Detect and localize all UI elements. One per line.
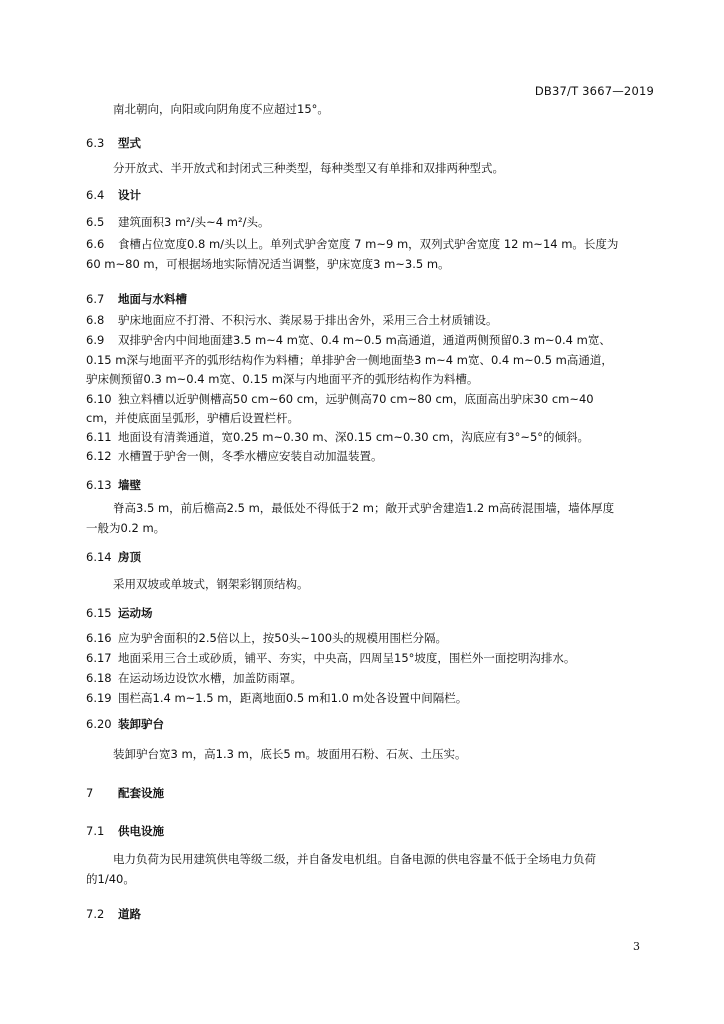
line-text: 在运动场边设饮水槽，加盖防雨罩。 bbox=[118, 671, 302, 685]
document-code-header: DB37/T 3667—2019 bbox=[534, 84, 654, 98]
heading-text: 配套设施 bbox=[118, 786, 164, 800]
line-text: 地面采用三合土或砂质，铺平、夯实，中央高，四周呈15°坡度，围栏外一面挖明沟排水。 bbox=[118, 651, 576, 665]
section-heading bbox=[86, 186, 656, 205]
line-text: 分开放式、半开放式和封闭式三种类型，每种类型又有单排和双排两种型式。 bbox=[113, 161, 504, 175]
heading-text: 房顶 bbox=[118, 550, 141, 564]
clause-line bbox=[86, 629, 656, 648]
clause-number: 7.2 bbox=[86, 907, 105, 921]
heading-text: 地面与水料槽 bbox=[118, 292, 187, 306]
paragraph-line bbox=[86, 370, 656, 389]
clause-number: 7 bbox=[86, 786, 94, 800]
line-text: 驴床地面应不打滑、不积污水、粪尿易于排出舍外，采用三合土材质铺设。 bbox=[118, 313, 498, 327]
line-text: 围栏高1.4 m~1.5 m，距离地面0.5 m和1.0 m处各设置中间隔栏。 bbox=[118, 691, 468, 705]
paragraph-line bbox=[113, 745, 656, 764]
clause-number: 6.18 bbox=[86, 671, 112, 685]
clause-number: 6.10 bbox=[86, 392, 112, 406]
clause-line bbox=[86, 213, 656, 232]
line-text: 南北朝向，向阳或向阴角度不应超过15°。 bbox=[113, 102, 329, 116]
paragraph-line bbox=[113, 499, 656, 518]
section-heading bbox=[86, 604, 656, 623]
line-text: 的1/40。 bbox=[86, 872, 135, 886]
page-number: 3 bbox=[633, 940, 640, 953]
paragraph-line bbox=[113, 850, 656, 869]
line-text: 双排驴舍内中间地面建3.5 m~4 m宽、0.4 m~0.5 m高通道，通道两侧预留0.3 m~0.4 m宽、 bbox=[118, 333, 611, 347]
section-heading bbox=[86, 715, 656, 734]
line-text: 地面设有清粪通道，宽0.25 m~0.30 m、深0.15 cm~0.30 cm，沟底应有3°~5°的倾斜。 bbox=[118, 430, 590, 444]
clause-number: 6.4 bbox=[86, 188, 105, 202]
section-heading bbox=[86, 134, 656, 153]
line-text: 独立料槽以近驴侧槽高50 cm~60 cm，远驴侧高70 cm~80 cm，底面高出驴床30 cm~40 bbox=[118, 392, 594, 406]
line-text: 应为驴舍面积的2.5倍以上，按50头~100头的规模用围栏分隔。 bbox=[118, 631, 448, 645]
line-text: 水槽置于驴舍一侧，冬季水槽应安装自动加温装置。 bbox=[118, 449, 383, 463]
paragraph-line bbox=[113, 100, 656, 119]
section-heading bbox=[86, 476, 656, 495]
line-text: 60 m~80 m，可根据场地实际情况适当调整，驴床宽度3 m~3.5 m。 bbox=[86, 257, 450, 271]
paragraph-line bbox=[86, 351, 656, 370]
clause-number: 7.1 bbox=[86, 824, 105, 838]
line-text: 采用双坡或单坡式，钢架彩钢顶结构。 bbox=[113, 577, 309, 591]
clause-line bbox=[86, 331, 656, 350]
clause-number: 6.8 bbox=[86, 313, 105, 327]
heading-text: 道路 bbox=[118, 907, 141, 921]
clause-number: 6.19 bbox=[86, 691, 112, 705]
heading-text: 供电设施 bbox=[118, 824, 164, 838]
clause-number: 6.14 bbox=[86, 550, 112, 564]
clause-number: 6.7 bbox=[86, 292, 105, 306]
paragraph-line bbox=[113, 575, 656, 594]
line-text: 0.15 m深与地面平齐的弧形结构作为料槽；单排驴舍一侧地面垫3 m~4 m宽、0.4 m~0.5 m高通道， bbox=[86, 353, 613, 367]
clause-number: 6.5 bbox=[86, 215, 105, 229]
line-text: cm，并使底面呈弧形，驴槽后设置栏杆。 bbox=[86, 411, 300, 425]
clause-number: 6.15 bbox=[86, 606, 112, 620]
clause-number: 6.6 bbox=[86, 237, 105, 251]
paragraph-line bbox=[86, 255, 656, 274]
paragraph-line bbox=[86, 519, 656, 538]
clause-line bbox=[86, 235, 656, 254]
clause-number: 6.11 bbox=[86, 430, 112, 444]
clause-line bbox=[86, 311, 656, 330]
section-heading bbox=[86, 784, 656, 803]
section-heading bbox=[86, 905, 656, 924]
paragraph-line bbox=[113, 159, 656, 178]
heading-text: 设计 bbox=[118, 188, 141, 202]
line-text: 驴床侧预留0.3 m~0.4 m宽、0.15 m深与内地面平齐的弧形结构作为料槽。 bbox=[86, 372, 479, 386]
line-text: 电力负荷为民用建筑供电等级二级，并自备发电机组。自备电源的供电容量不低于全场电力负荷 bbox=[113, 852, 596, 866]
clause-number: 6.12 bbox=[86, 449, 112, 463]
clause-line bbox=[86, 447, 656, 466]
line-text: 脊高3.5 m，前后檐高2.5 m，最低处不得低于2 m；敞开式驴舍建造1.2 m高砖混围墙，墙体厚度 bbox=[113, 501, 615, 515]
clause-number: 6.3 bbox=[86, 136, 105, 150]
heading-text: 运动场 bbox=[118, 606, 153, 620]
clause-number: 6.17 bbox=[86, 651, 112, 665]
heading-text: 型式 bbox=[118, 136, 141, 150]
line-text: 建筑面积3 m²/头~4 m²/头。 bbox=[118, 215, 270, 229]
clause-line bbox=[86, 428, 656, 447]
paragraph-line bbox=[86, 409, 656, 428]
clause-number: 6.13 bbox=[86, 478, 112, 492]
clause-number: 6.9 bbox=[86, 333, 105, 347]
heading-text: 装卸驴台 bbox=[118, 717, 164, 731]
line-text: 食槽占位宽度0.8 m/头以上。单列式驴舍宽度 7 m~9 m，双列式驴舍宽度 12 m~14 m。长度为 bbox=[118, 237, 619, 251]
clause-line bbox=[86, 390, 656, 409]
clause-number: 6.20 bbox=[86, 717, 112, 731]
paragraph-line bbox=[86, 870, 656, 889]
section-heading bbox=[86, 548, 656, 567]
clause-line bbox=[86, 669, 656, 688]
heading-text: 墙壁 bbox=[118, 478, 141, 492]
clause-number: 6.16 bbox=[86, 631, 112, 645]
clause-line bbox=[86, 649, 656, 668]
line-text: 一般为0.2 m。 bbox=[86, 521, 166, 535]
clause-line bbox=[86, 689, 656, 708]
line-text: 装卸驴台宽3 m，高1.3 m，底长5 m。坡面用石粉、石灰、土压实。 bbox=[113, 747, 467, 761]
section-heading bbox=[86, 290, 656, 309]
section-heading bbox=[86, 822, 656, 841]
